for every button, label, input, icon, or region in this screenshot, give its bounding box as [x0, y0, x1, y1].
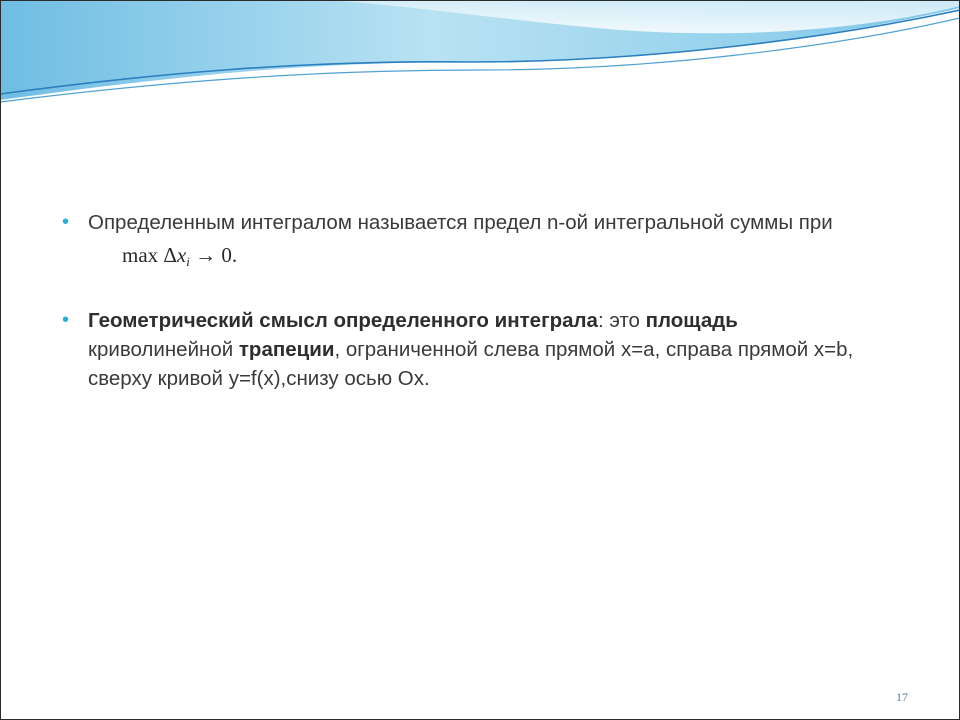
formula-limit: 0 — [221, 243, 232, 267]
geometric-text-1: криволинейной — [88, 338, 239, 361]
formula-delta: Δ — [163, 243, 177, 267]
bullet-dot-icon: • — [62, 309, 70, 331]
page-number: 17 — [896, 690, 908, 704]
formula-subscript: i — [186, 254, 190, 269]
geometric-colon: : это — [597, 309, 646, 332]
formula-arrow: → — [195, 243, 217, 267]
content-area — [62, 208, 882, 427]
bullet-geometric-meaning — [62, 306, 882, 393]
geometric-meaning-term: Геометрический смысл определенного интеграла — [88, 309, 598, 332]
geometric-text-2: , ограниченной слева прямой x=a, справа прямой x=b, сверху кривой y=f(x),снизу осью Ox. — [88, 338, 854, 390]
formula-variable: x — [176, 243, 187, 267]
formula-max: max — [122, 243, 159, 267]
bullet-dot-icon: • — [62, 211, 70, 233]
definition-text: Определенным интегралом называется предел n-ой интегральной суммы при — [88, 211, 833, 234]
limit-formula — [122, 243, 237, 267]
header-wave-decoration — [0, 0, 960, 120]
formula-period: . — [231, 243, 238, 267]
bullet-definition — [62, 208, 882, 272]
area-term: площадь — [645, 309, 738, 332]
trapezoid-term: трапеции — [238, 338, 335, 361]
